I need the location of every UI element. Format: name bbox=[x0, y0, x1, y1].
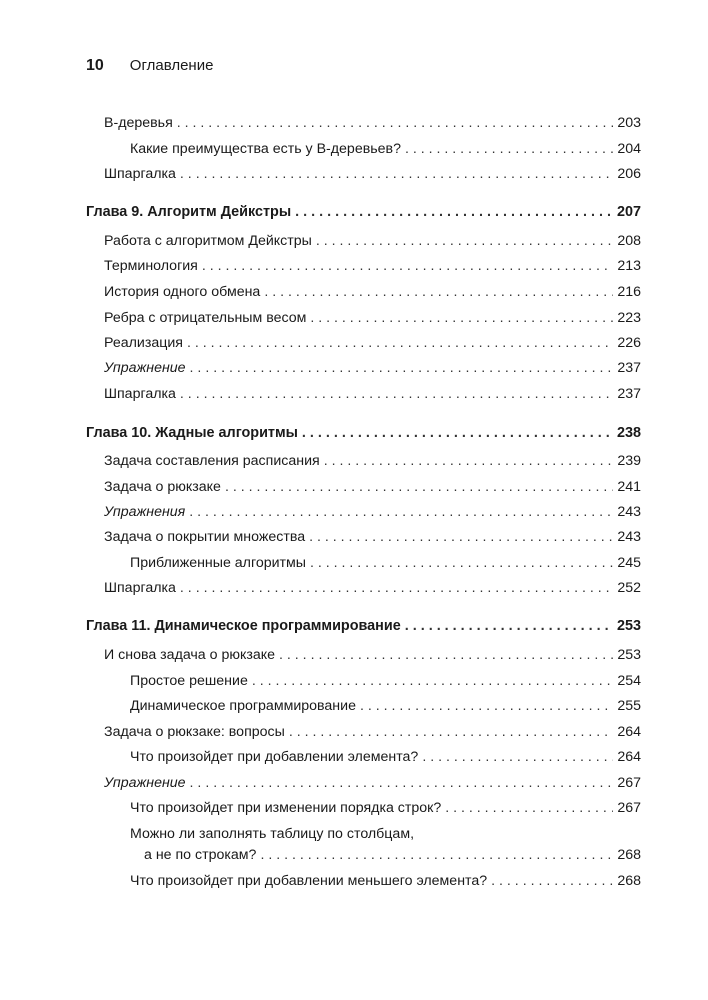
toc-entry bbox=[130, 697, 641, 715]
toc-entry-title: Что произойдет при изменении порядка строк? bbox=[130, 800, 442, 816]
toc-entry-title-line2: а не по строкам? bbox=[144, 847, 257, 863]
toc-entry-page: 206 bbox=[617, 166, 641, 182]
toc-chapter-entry bbox=[86, 617, 641, 635]
dot-leader bbox=[202, 257, 613, 275]
toc-entry-title: Приближенные алгоритмы bbox=[130, 555, 306, 571]
dot-leader bbox=[177, 114, 613, 132]
toc-entry bbox=[130, 799, 641, 817]
toc-entry bbox=[104, 579, 641, 597]
toc-entry-page: 204 bbox=[617, 141, 641, 157]
dot-leader bbox=[310, 554, 613, 572]
dot-leader bbox=[422, 748, 613, 766]
toc-entry bbox=[104, 359, 641, 377]
toc-entry bbox=[104, 646, 641, 664]
toc-entry-page: 264 bbox=[617, 749, 641, 765]
toc-chapter-page: 253 bbox=[616, 618, 641, 634]
toc-entry bbox=[104, 283, 641, 301]
dot-leader bbox=[316, 232, 613, 250]
dot-leader bbox=[491, 872, 613, 890]
toc-entry bbox=[104, 334, 641, 352]
toc-entry-page: 267 bbox=[617, 775, 641, 791]
toc-entry-title: Что произойдет при добавлении элемента? bbox=[130, 749, 419, 765]
toc-entry-page: 208 bbox=[617, 233, 641, 249]
toc-entry bbox=[130, 140, 641, 158]
toc-entry-title: Задача составления расписания bbox=[104, 453, 320, 469]
toc-entry-title: Упражнение bbox=[104, 775, 186, 791]
toc-entry-title: И снова задача о рюкзаке bbox=[104, 647, 276, 663]
toc-entry bbox=[104, 452, 641, 470]
dot-leader bbox=[190, 359, 613, 377]
toc-entry-title: Шпаргалка bbox=[104, 580, 176, 596]
toc-entry-title: Шпаргалка bbox=[104, 166, 176, 182]
toc-chapter-entry bbox=[86, 424, 641, 442]
toc-entry-page: 253 bbox=[617, 647, 641, 663]
dot-leader bbox=[360, 697, 613, 715]
toc-entry-page: 243 bbox=[617, 529, 641, 545]
toc-entry-title: Задача о рюкзаке: вопросы bbox=[104, 724, 285, 740]
toc-entry-page: 216 bbox=[617, 284, 641, 300]
toc-chapter-page: 207 bbox=[616, 204, 641, 220]
dot-leader bbox=[310, 309, 613, 327]
toc-entry-title: Динамическое программирование bbox=[130, 698, 356, 714]
toc-entry-page: 237 bbox=[617, 360, 641, 376]
toc-entry-title: Упражнение bbox=[104, 360, 186, 376]
toc-entry-page: 203 bbox=[617, 115, 641, 131]
toc-entry-page: 237 bbox=[617, 386, 641, 402]
toc-entry bbox=[104, 165, 641, 183]
toc-entry-page: 267 bbox=[617, 800, 641, 816]
toc-entry-page: 241 bbox=[617, 479, 641, 495]
dot-leader bbox=[264, 283, 613, 301]
dot-leader bbox=[309, 528, 613, 546]
toc-entry-page: 245 bbox=[617, 555, 641, 571]
toc-entry-page: 252 bbox=[617, 580, 641, 596]
toc-chapter-page: 238 bbox=[616, 425, 641, 441]
toc-entry-page: 223 bbox=[617, 310, 641, 326]
dot-leader bbox=[187, 334, 613, 352]
toc-entry-title: Упражнения bbox=[104, 504, 186, 520]
toc-entry-title: История одного обмена bbox=[104, 284, 261, 300]
page-number: 10 bbox=[86, 57, 104, 74]
toc-entry-page: 213 bbox=[617, 258, 641, 274]
toc-chapter-title: Глава 10. Жадные алгоритмы bbox=[86, 425, 298, 441]
toc-entry-title: Что произойдет при добавлении меньшего элемента? bbox=[130, 873, 488, 889]
toc-entry bbox=[130, 672, 641, 690]
toc-entry-title: Простое решение bbox=[130, 673, 248, 689]
toc-entry-page: 226 bbox=[617, 335, 641, 351]
toc-entry bbox=[104, 385, 641, 403]
toc-entry-page: 255 bbox=[617, 698, 641, 714]
toc-entry-title: Реализация bbox=[104, 335, 183, 351]
toc-entry-page: 254 bbox=[617, 673, 641, 689]
dot-leader bbox=[302, 424, 613, 442]
dot-leader bbox=[190, 774, 613, 792]
dot-leader bbox=[405, 617, 613, 635]
toc-entry-title: Работа с алгоритмом Дейкстры bbox=[104, 233, 312, 249]
toc-entry bbox=[130, 872, 641, 890]
dot-leader bbox=[445, 799, 613, 817]
toc-entry bbox=[104, 774, 641, 792]
toc-entry-title: В-деревья bbox=[104, 115, 173, 131]
dot-leader bbox=[252, 672, 613, 690]
toc-entry-page: 239 bbox=[617, 453, 641, 469]
toc-chapter-title: Глава 9. Алгоритм Дейкстры bbox=[86, 204, 292, 220]
toc-entry bbox=[130, 748, 641, 766]
dot-leader bbox=[289, 723, 613, 741]
toc-entry bbox=[104, 114, 641, 132]
dot-leader bbox=[180, 579, 613, 597]
dot-leader bbox=[225, 478, 613, 496]
dot-leader bbox=[324, 452, 613, 470]
toc-entry-title: Задача о покрытии множества bbox=[104, 529, 306, 545]
toc-entry-title: Задача о рюкзаке bbox=[104, 479, 221, 495]
toc-entry-page: 264 bbox=[617, 724, 641, 740]
toc-entry bbox=[104, 309, 641, 327]
toc-entry bbox=[104, 723, 641, 741]
toc-entry bbox=[144, 846, 641, 864]
toc-entry-title: Ребра с отрицательным весом bbox=[104, 310, 307, 326]
toc-entry bbox=[104, 478, 641, 496]
dot-leader bbox=[180, 165, 613, 183]
toc-entry bbox=[104, 503, 641, 521]
dot-leader bbox=[279, 646, 613, 664]
toc-entry bbox=[130, 554, 641, 572]
toc-entry bbox=[104, 232, 641, 250]
toc-entry-title-line1: Можно ли заполнять таблицу по столбцам, bbox=[130, 826, 415, 842]
toc-entry-page: 268 bbox=[617, 873, 641, 889]
dot-leader bbox=[405, 140, 613, 158]
dot-leader bbox=[295, 203, 613, 221]
toc-entry bbox=[104, 528, 641, 546]
toc-entry-title: Шпаргалка bbox=[104, 386, 176, 402]
toc-entry bbox=[104, 257, 641, 275]
running-title: Оглавление bbox=[129, 57, 214, 74]
toc-entry-page: 243 bbox=[617, 504, 641, 520]
toc-chapter-title: Глава 11. Динамическое программирование bbox=[86, 618, 401, 634]
toc-chapter-entry bbox=[86, 203, 641, 221]
dot-leader bbox=[180, 385, 613, 403]
dot-leader bbox=[189, 503, 613, 521]
dot-leader bbox=[260, 846, 613, 864]
toc-entry-title: Терминология bbox=[104, 258, 198, 274]
toc-entry-page: 268 bbox=[617, 847, 641, 863]
toc-entry-title: Какие преимущества есть у В-деревьев? bbox=[130, 141, 401, 157]
